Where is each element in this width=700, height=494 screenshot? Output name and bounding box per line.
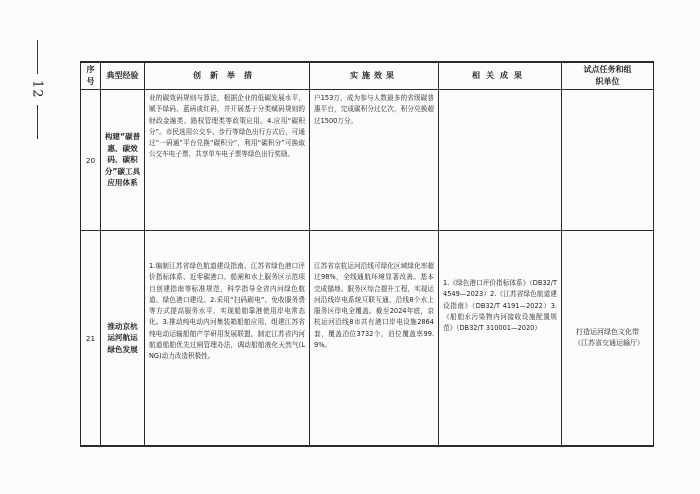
row-21-unit: 打造运河绿色文化带（江苏省交通运输厅） bbox=[574, 327, 644, 347]
table-border-bottom bbox=[80, 445, 654, 447]
page-number-dash-top bbox=[37, 40, 38, 74]
row-21-typical: 推动京杭运河航运绿色发展 bbox=[107, 321, 138, 354]
row-20-unit bbox=[562, 90, 653, 230]
row-21-results: 1.《绿色港口评价指标体系》（DB32/T 4549—2023）2.《江苏省绿色航道建设指南》（DB32/T 4191—2022）3.《船舶水污染物内河接收设施配置规范》（DB32/T 310001—2020） bbox=[443, 279, 557, 333]
row-20-effects: 户153万，成为参与人数最多的省级碳普惠平台，完成碳积分过亿次，积分兑换超过1500万分。 bbox=[314, 94, 434, 125]
row-21-index: 21 bbox=[85, 333, 96, 343]
row-20-index: 20 bbox=[85, 155, 96, 165]
page-number-text: 12 bbox=[29, 80, 45, 99]
row-21-effects: 江苏省京杭运河沿线可绿化区域绿化率超过98%，全线通航环境显著改善。基本完成锚地、服务区综合提升工程，实现运河沿线岸电系统互联互通、沿线8个水上服务区岸电全覆盖。截至2024年底，京杭运河沿线8市共有港口岸电设施2864套，覆盖泊位3732个，泊位覆盖率99.9%。 bbox=[314, 262, 434, 350]
header-unit: 试点任务和组织单位 bbox=[583, 64, 632, 86]
row-20-measures: 业的碳效码规则与算法，根据企业的低碳发展水平，赋予绿码、蓝码或红码，并开展基于分类赋码规则的财政金融类、路权管理类等政策应用。4.应用“碳积分”。市民选用公交车、步行等绿色出行方式后，可通过“一码通”平台兑换“碳积分”，利用“碳积分”可换取公交车电子票、共享单车电子票等绿色出行奖励。 bbox=[149, 94, 305, 159]
page-number bbox=[24, 40, 50, 200]
header-results: 相关成果 bbox=[472, 70, 528, 80]
header-effects: 实施效果 bbox=[350, 70, 398, 80]
header-typical: 典型经验 bbox=[106, 70, 139, 80]
header-index: 序号 bbox=[86, 64, 95, 86]
row-21-measures: 1.编制江苏省绿色航道建设指南、江苏省绿色港口评价指标体系、近零碳港口、船闸和水上服务区示范项目创建指南等标准规范，科学指导全省内河绿色航道、绿色港口建设。2.采用“扫码刷电”、免收服务费等方式提高服务水平，实现船舶靠港使用岸电常态化。3.推动纯电动内河集装箱船舶应用，组建江苏省纯电动运输船舶产学研用发展联盟，制定江苏省内河航道船舶优先过闸管理办法，调动船舶液化天然气(LNG)动力改造积极性。 bbox=[149, 262, 305, 361]
experience-table bbox=[80, 61, 654, 446]
page-number-dash-bottom bbox=[37, 105, 38, 139]
header-measures: 创新举措 bbox=[193, 70, 261, 80]
table-border-right bbox=[653, 61, 654, 447]
row-20-typical: 构建“碳普惠、碳效码、碳积分”碳工具应用体系 bbox=[104, 132, 141, 188]
row-20-results bbox=[439, 90, 561, 230]
